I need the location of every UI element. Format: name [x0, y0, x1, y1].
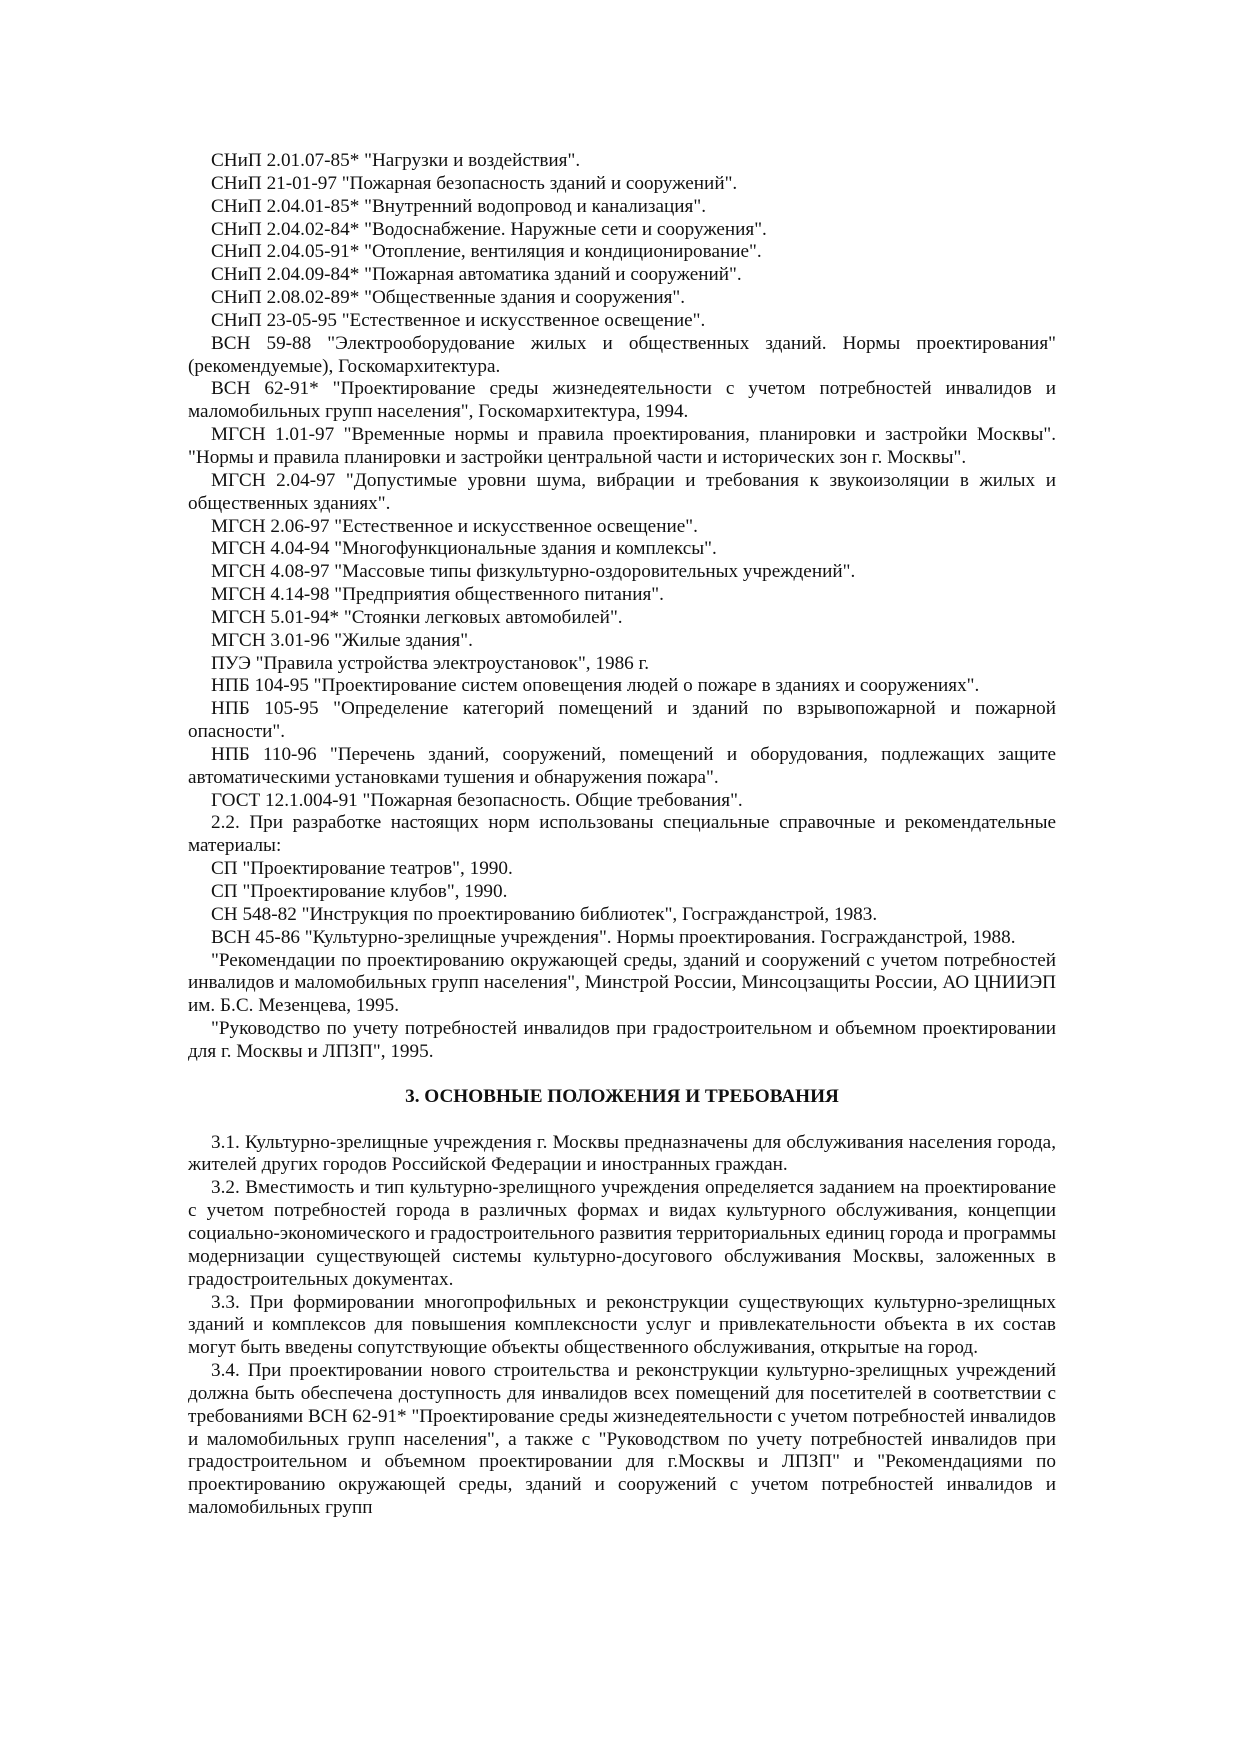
reference-item: СНиП 2.04.02-84* "Водоснабжение. Наружные сети и сооружения". [211, 218, 767, 240]
reference-item: ВСН 45-86 "Культурно-зрелищные учреждения". Нормы проектирования. Госгражданстрой, 1988. [211, 926, 1016, 948]
reference-item: СНиП 23-05-95 "Естественное и искусственное освещение". [211, 309, 706, 331]
reference-item: НПБ 105-95 "Определение категорий помещений и зданий по взрывопожарной и пожарной опасности". [188, 698, 1056, 743]
reference-item: СН 548-82 "Инструкция по проектированию библиотек", Госгражданстрой, 1983. [211, 903, 878, 925]
clause-3-1: 3.1. Культурно-зрелищные учреждения г. Москвы предназначены для обслуживания населения города, жителей других городов Российской Федерации и иностранных граждан. [188, 1131, 1056, 1176]
reference-item: СНиП 2.04.09-84* "Пожарная автоматика зданий и сооружений". [211, 264, 742, 286]
reference-item: СНиП 2.04.01-85* "Внутренний водопровод и канализация". [211, 195, 707, 217]
section-heading: 3. ОСНОВНЫЕ ПОЛОЖЕНИЯ И ТРЕБОВАНИЯ [405, 1085, 839, 1107]
reference-item: МГСН 3.01-96 "Жилые здания". [211, 629, 473, 651]
reference-item: НПБ 104-95 "Проектирование систем оповещения людей о пожаре в зданиях и сооружениях". [211, 675, 980, 697]
clause-2-2: 2.2. При разработке настоящих норм использованы специальные справочные и рекомендательные материалы: [188, 812, 1056, 857]
document-page [188, 150, 1056, 1520]
reference-item: СНиП 21-01-97 "Пожарная безопасность зданий и сооружений". [211, 172, 738, 194]
reference-item: МГСН 5.01-94* "Стоянки легковых автомобилей". [211, 606, 623, 628]
reference-item: ПУЭ "Правила устройства электроустановок", 1986 г. [211, 652, 650, 674]
reference-item: МГСН 4.08-97 "Массовые типы физкультурно-оздоровительных учреждений". [211, 561, 856, 583]
reference-item: МГСН 2.04-97 "Допустимые уровни шума, вибрации и требования к звукоизоляции в жилых и общественных зданиях". [188, 469, 1056, 514]
clause-3-2: 3.2. Вместимость и тип культурно-зрелищного учреждения определяется заданием на проектирование с учетом потребностей города в различных формах и видах культурного обслуживания, концепции социально-экономического и градостроительного развития территориальных единиц города и программы модернизации существующей системы культурно-досугового обслуживания Москвы, заложенных в градостроительных документах. [188, 1177, 1056, 1290]
reference-item: МГСН 2.06-97 "Естественное и искусственное освещение". [211, 515, 698, 537]
reference-item: СП "Проектирование клубов", 1990. [211, 881, 508, 902]
reference-item: СНиП 2.08.02-89* "Общественные здания и сооружения". [211, 287, 686, 309]
reference-item: МГСН 1.01-97 "Временные нормы и правила проектирования, планировки и застройки Москвы". "Нормы и правила планировки и застройки центральной части и исторических зон г. Москвы". [188, 424, 1056, 468]
reference-item: "Руководство по учету потребностей инвалидов при градостроительном и объемном проектировании для г. Москвы и ЛПЗП", 1995. [188, 1018, 1056, 1062]
reference-item: "Рекомендации по проектированию окружающей среды, зданий и сооружений с учетом потребностей инвалидов и маломобильных групп населения", Минстрой России, Минсоцзащиты России, АО ЦНИИЭП им. Б.С. Мезенцева, 1995. [188, 949, 1056, 1017]
reference-item: ГОСТ 12.1.004-91 "Пожарная безопасность. Общие требования". [211, 789, 743, 811]
reference-item: СНиП 2.04.05-91* "Отопление, вентиляция и кондиционирование". [211, 241, 762, 263]
reference-item: ВСН 59-88 "Электрооборудование жилых и общественных зданий. Нормы проектирования" (рекомендуемые), Госкомархитектура. [188, 332, 1056, 377]
clause-3-3: 3.3. При формировании многопрофильных и реконструкции существующих культурно-зрелищных зданий и комплексов для повышения комплексности услуг и привлекательности объекта в их состав могут быть введены сопутствующие объекты общественного обслуживания, открытые на город. [188, 1291, 1056, 1359]
reference-item: МГСН 4.14-98 "Предприятия общественного питания". [211, 584, 664, 606]
clause-3-4: 3.4. При проектировании нового строительства и реконструкции культурно-зрелищных учреждений должна быть обеспечена доступность для инвалидов всех помещений для посетителей в соответствии с требованиями ВСН 62-91* "Проектирование среды жизнедеятельности с учетом потребностей инвалидов и маломобильных групп населения", а также с "Руководством по учету потребностей инвалидов при градостроительном и объемном проектировании для г.Москвы и ЛПЗП" и "Рекомендациями по проектированию окружающей среды, зданий и сооружений с учетом потребностей инвалидов и маломобильных групп [188, 1360, 1056, 1519]
reference-item: НПБ 110-96 "Перечень зданий, сооружений, помещений и оборудования, подлежащих защите автоматическими установками тушения и обнаружения пожара". [188, 743, 1056, 788]
reference-item: СНиП 2.01.07-85* "Нагрузки и воздействия". [211, 150, 581, 171]
reference-item: МГСН 4.04-94 "Многофункциональные здания и комплексы". [211, 538, 717, 560]
reference-item: СП "Проектирование театров", 1990. [211, 858, 513, 880]
references-list [188, 150, 1056, 1064]
reference-item: ВСН 62-91* "Проектирование среды жизнедеятельности с учетом потребностей инвалидов и маломобильных групп населения", Госкомархитектура, 1994. [188, 378, 1056, 423]
section-body [188, 1132, 1056, 1520]
